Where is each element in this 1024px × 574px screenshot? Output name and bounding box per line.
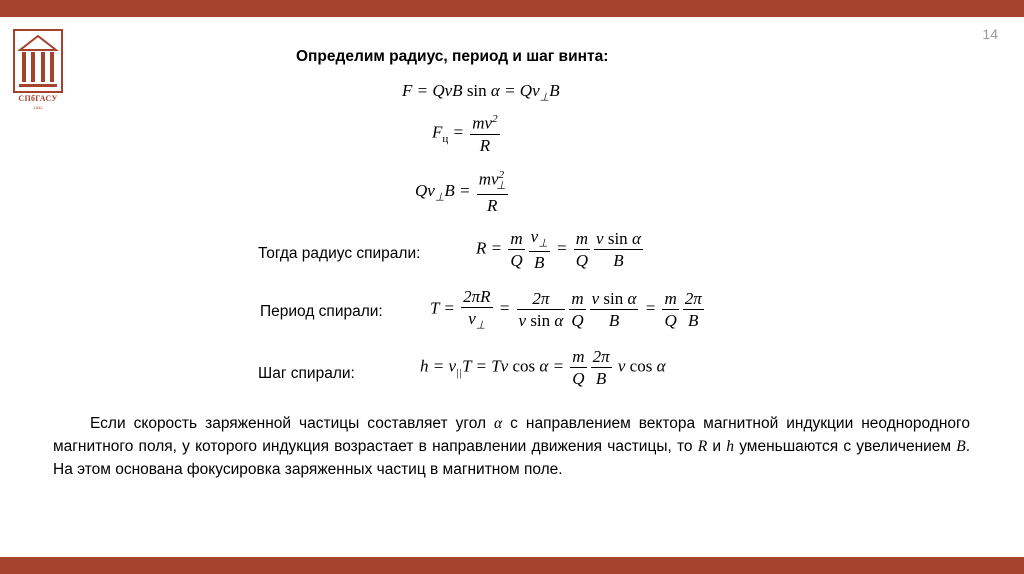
paragraph-part1: Если скорость заряженной частицы составляет угол — [90, 415, 487, 432]
paragraph-and: и — [712, 438, 722, 455]
induction-symbol: B — [956, 438, 966, 455]
logo-text: СПбГАСУ — [18, 94, 58, 103]
radius-symbol: R — [697, 438, 708, 455]
formula-force-balance: $Qv_\perp B$ = $\frac{mv^2_\perp}{R}$ — [415, 169, 506, 216]
page-number: 14 — [982, 26, 998, 42]
radius-label: Тогда радиус спирали: — [258, 245, 421, 262]
formula-radius: R = $\frac{m}{Q}$ $\frac{v_\perp}{B}$ = $\frac{m}{Q}$ $\frac{\text{v sin α}}{B}$ — [476, 227, 641, 273]
logo-subtext: 1832 — [33, 105, 43, 110]
period-label: Период спирали: — [260, 303, 383, 320]
formula-lorentz-force: F = QvB $\sin \alpha = Qv_\perp B$ — [402, 81, 560, 104]
explanation-paragraph — [53, 412, 970, 481]
alpha-symbol: α — [494, 415, 503, 432]
step-label: Шаг спирали: — [258, 365, 355, 382]
formula-period: T = $\frac{2\pi R}{v_\perp}$ = $\frac{2\pi}{\text{v sin α}}$ $\frac{m}{Q}$ $\frac{\text{v sin α}}{B}$ = $\frac{m}{Q}$ $\frac{2\pi}{B}$ — [430, 287, 702, 332]
bottom-bar — [0, 557, 1024, 574]
step-symbol: h — [726, 438, 735, 455]
slide-title: Определим радиус, период и шаг винта: — [296, 48, 609, 65]
formula-step: $h = v_{||}T = Tv$ cos α = $\frac{m}{Q}$ $\frac{2\pi}{B}$ v cos α — [420, 347, 666, 388]
university-logo — [12, 28, 64, 114]
paragraph-part2: с направлением вектора магнитной индукции неоднородного магнитного поля, у которого индукция возрастает в направлении движения частицы, то — [53, 415, 970, 455]
paragraph-part4: . На этом основана фокусировка заряженных частиц в магнитном поле. — [53, 438, 971, 478]
top-bar — [0, 0, 1024, 17]
formula-centripetal-force: $F_ц$ = $\frac{mv^2}{R}$ — [432, 113, 498, 155]
paragraph-part3: уменьшаются с увеличением — [739, 438, 952, 455]
